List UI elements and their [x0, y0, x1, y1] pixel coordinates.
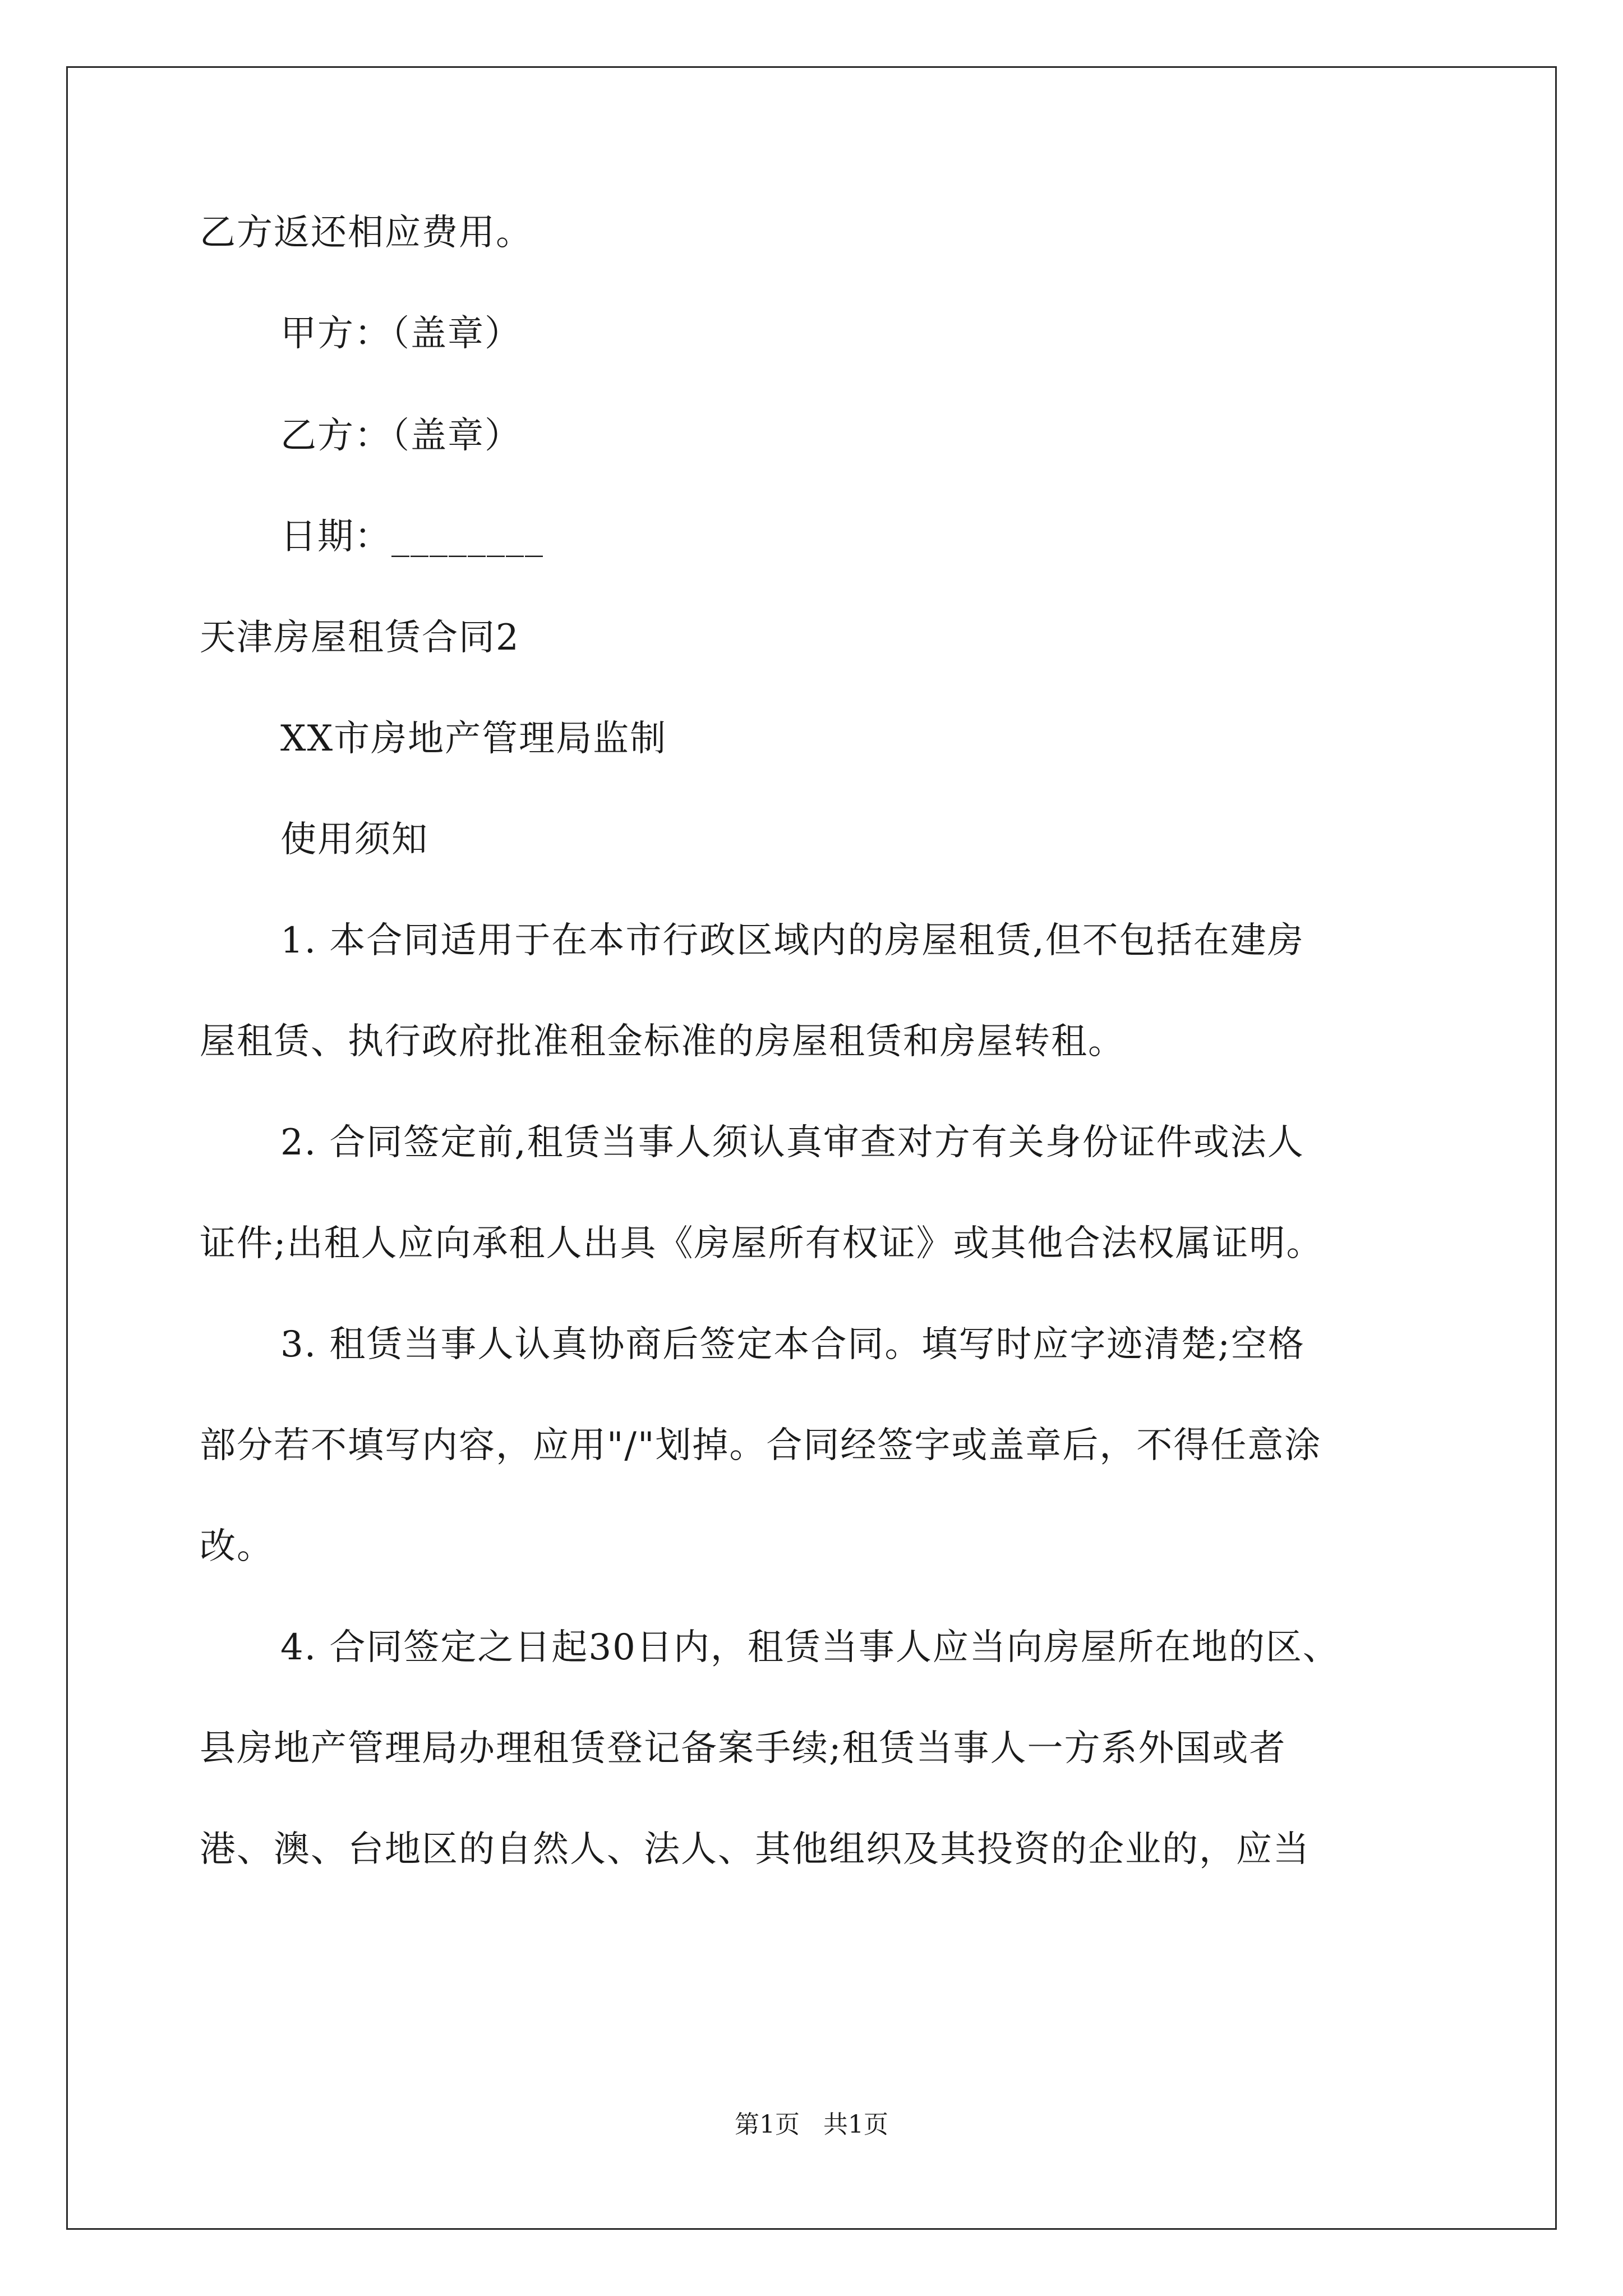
- section-title: 天津房屋租赁合同2: [200, 617, 520, 659]
- text-line: 3. 租赁当事人认真协商后签定本合同。填写时应字迹清楚;空格: [280, 1324, 1305, 1365]
- text-line: 4. 合同签定之日起30日内，租赁当事人应当向房屋所在地的区、: [280, 1627, 1340, 1668]
- signature-party-b: 乙方：（盖章）: [280, 415, 522, 457]
- text-line: 港、澳、台地区的自然人、法人、其他组织及其投资的企业的，应当: [200, 1829, 1310, 1870]
- text-line: 屋租赁、执行政府批准租金标准的房屋租赁和房屋转租。: [200, 1021, 1125, 1062]
- text-line: 部分若不填写内容，应用"/"划掉。合同经签字或盖章后，不得任意涂: [200, 1425, 1322, 1466]
- text-line: 乙方返还相应费用。: [200, 212, 533, 254]
- text-line: 2. 合同签定前,租赁当事人须认真审查对方有关身份证件或法人: [280, 1122, 1304, 1163]
- signature-date: 日期：________: [280, 516, 544, 558]
- text-line: 1. 本合同适用于在本市行政区域内的房屋租赁,但不包括在建房: [280, 920, 1304, 961]
- text-line: 证件;出租人应向承租人出具《房屋所有权证》或其他合法权属证明。: [200, 1223, 1324, 1264]
- issuer-line: XX市房地产管理局监制: [280, 718, 667, 760]
- signature-party-a: 甲方：（盖章）: [280, 313, 522, 355]
- page-footer: 第1页 共1页: [735, 2110, 888, 2139]
- instructions-heading: 使用须知: [280, 819, 428, 861]
- text-line: 改。: [200, 1526, 274, 1567]
- text-line: 县房地产管理局办理租赁登记备案手续;租赁当事人一方系外国或者: [200, 1728, 1287, 1769]
